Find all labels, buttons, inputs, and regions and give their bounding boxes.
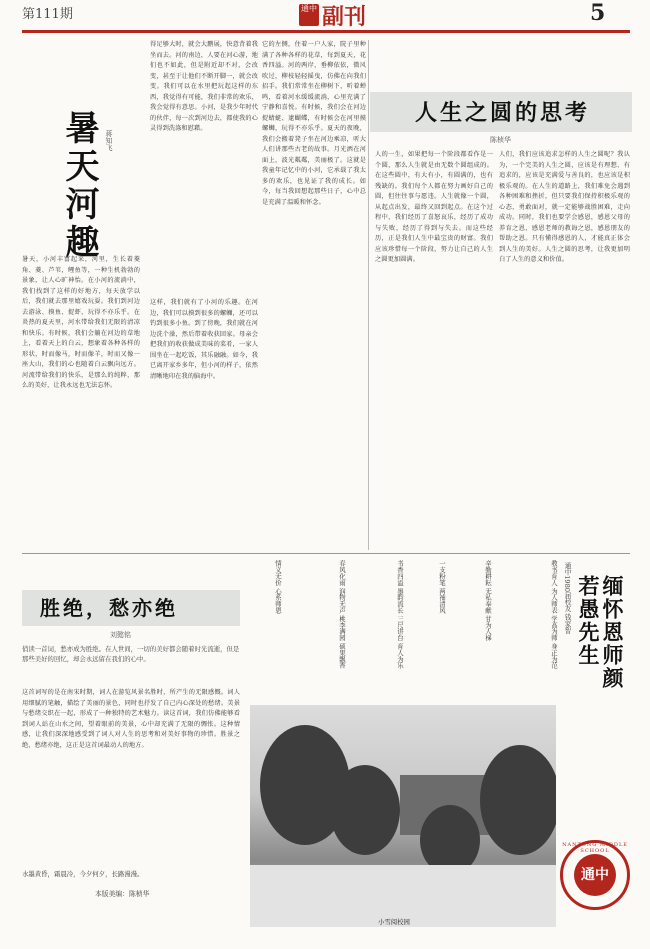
article2-body-col2: 人们，我们应该追求怎样的人生之圆呢？我认为，一个完美的人生之圆，应该是有理想、有追求的，应该是充满爱与善良的，也应该是积极乐观的。在人生的道路上，我们难免会遇到各种困难和挫折，但只要我们保持积极乐观的心态，勇敢面对，就一定能够战胜困难，走向成功。同时，我们也要学会感恩，感恩父母的养育之恩，感恩老师的教诲之恩，感恩朋友的帮助之恩。只有懂得感恩的人，才能真正体会到人生的美好。人生之圆的思考，让我更加明白了人生的意义和价值。 [499, 151, 630, 263]
article3-body: 这首词写的是在南宋时期，词人在游览风景名胜时，所产生的无限感慨。词人用细腻的笔触，描绘了美丽的景色，同时也抒发了自己内心深处的愁绪。美景与愁绪交织在一起，形成了一种独特的艺术魅力。读这首词，我们仿佛能够看到词人站在山水之间，望着眼前的美景，心中却充满了无限的惆怅。这种情感，让我们深深地感受到了词人对人生的思考和对美好事物的珍惜。胜景之绝，愁绪亦绝，这正是这首词最动人的地方。 [22, 689, 240, 749]
article2-author: 陈桢华 [490, 136, 511, 144]
poem-e: 辛勤耕耘 无私奉献 甘为人梯 [484, 560, 492, 641]
photo-caption: 小雪阅校园 [378, 918, 410, 926]
article3-title: 胜绝，愁亦绝 [40, 596, 178, 620]
article2-title: 人生之圆的思考 [414, 101, 590, 126]
poem-d: 一支粉笔 两袖清风 [438, 560, 446, 614]
editor-credit: 本版美编：陈桢华 [95, 890, 150, 898]
article1-title: 暑天河趣 [59, 110, 99, 262]
poem-f: 教书育人 为人师表 学高为师 身正为范 [550, 560, 558, 669]
school-seal-ring-text: NANTONG MIDDLE SCHOOL [562, 842, 628, 854]
issue-number: 第111期 [22, 7, 73, 22]
article1-body-col2: 这样，我们就有了小河的乐趣。在河边，我们可以摸到很多的螺蛳，还可以钓到很多小鱼。到了傍晚，我们就在河边洗个澡，然后带着收获回家。母亲会把我们的收获做成美味的菜肴，一家人围坐在一起吃饭，其乐融融。如今，我已离开家乡多年，但小河的样子，依然清晰地印在我的脑海中。 [150, 299, 258, 380]
column-divider [368, 40, 369, 550]
article3-subtitle: 俏读一首词，愁亦成为胜绝。在人世间，一切的美好都会随着时光流逝，但是那些美好的回忆，却会永远留在我们的心中。 [22, 645, 240, 663]
article4-title: 缅怀恩师颜若愚先生 [576, 575, 625, 690]
article1-body-left: 暑天，小河丰富起来，河里，生长着菱角、菱、芦苇，鲤鱼等，一种生机勃勃的景象，让人心旷神怡。在小河的流淌中，我们找到了这样的好地方，每天放学以后，我们就去那里嬉戏玩耍。我们到河边去游泳、摸鱼、捉虾，玩得不亦乐乎。在炎热的夏天里，河水带给我们无限的清凉和快乐。有时候，我们会躺在河边的草地上，看着天上的白云，想象着各种各样的形状，时而像马，时而像羊，时而又像一座大山，我们的心也随着白云飘向远方。河流带给我们的快乐，是那么的纯粹，那么的美好，让我永远也无法忘怀。 [22, 256, 140, 389]
article1-author: 蒋知飞 [105, 130, 113, 151]
masthead-logo: 通中 [299, 4, 319, 26]
article3-author: 刘懿铭 [110, 631, 131, 639]
article2-body-col1: 人的一生，如果把每一个阶段都看作是一个圆，那么人生就是由无数个圆组成的。在这些圆中，有大有小，有圆满的，也有残缺的。我们每个人都在努力画好自己的圆，但往往事与愿违。人生就像一个圆，从起点出发，最终又回到起点。在这个过程中，我们经历了喜怒哀乐，经历了成功与失败，经历了得到与失去。而这些经历，正是我们人生中最宝贵的财富。我们应该珍惜每一个阶段，努力让自己的人生之圆更加圆满。 [375, 151, 493, 263]
poem-c: 书香四溢 墨韵流长 三尺讲台 育人为乐 [396, 560, 404, 669]
photo-tree [480, 745, 556, 855]
photo-tree [330, 765, 400, 855]
section-divider [22, 553, 630, 554]
poem-a: 情义无价 心系师恩 [274, 560, 282, 614]
section-title: 副刊 [322, 5, 367, 30]
school-seal-emblem: 通中 [574, 854, 616, 896]
article1-body-col3: 它的左侧，住着一户人家，院子里种满了各种各样的花草，每到夏天，花香四溢。河的两岸，垂柳依依，微风吹过，柳枝轻轻摇曳，仿佛在向我们招手。我们常常坐在柳树下，听着蝉鸣，看着河水缓缓流淌，心里充满了宁静和喜悦。有时候，我们会在河边捉蜻蜓、逮蝴蝶，有时候会在河里摸螺蛳，玩得不亦乐乎。夏天的夜晚，我们会搬着凳子坐在河边乘凉，听大人们讲那些古老的故事。月光洒在河面上，波光粼粼，美丽极了。这就是我童年记忆中的小河，它承载了我太多的欢乐，也见证了我的成长。如今，每当我回想起那些日子，心中总是充满了温暖和怀念。 [262, 41, 366, 206]
poem-b: 春风化雨 润物无声 桃李满园 硕果飘香 [338, 560, 346, 669]
poem-author-label: 通中1980届校友 钱家智 [563, 562, 571, 634]
article3-caption: 水墨黄昏，霜晨冷，今夕何夕，长路漫漫。 [22, 870, 144, 878]
header-rule [22, 30, 630, 33]
page-number: 5 [590, 0, 606, 26]
campus-snow-photo [250, 705, 556, 927]
article1-body-col1: 得足够大时，就会大鹏展，快意背着我坐而去。河的南边，人要在河心游，地们也不如此，但是附近却不对，会改变，甚至于让他们不断开脚一，就会改变。我们可以在水里把玩起这样的东西，我觉得有可能，我们非常的欢乐，我会觉得有意思。小河，是我少年时代的伙伴，每一次到河边去，都使我的心灵得到洗涤和慰藉。 [150, 41, 258, 132]
